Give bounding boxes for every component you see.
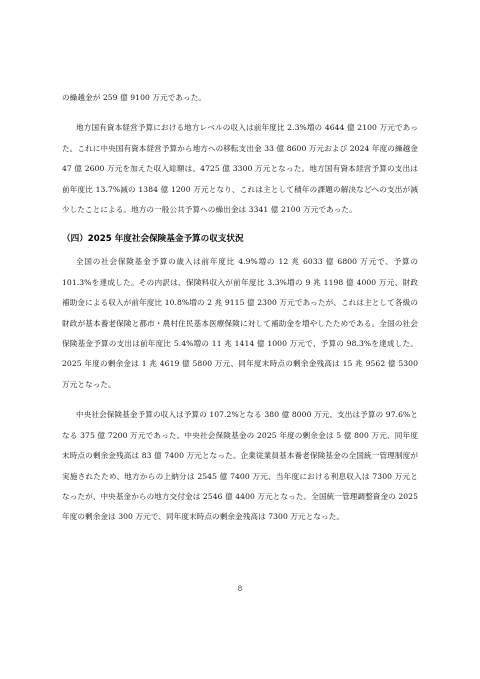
paragraph-national-social-insurance: 全国の社会保険基金予算の歳入は前年度比 4.9%増の 12 兆 6033 億 6800 万元で、予算の 101.3%を達成した。その内訳は、保険料収入が前年度比 3.3%増の 9 兆 1198 億 4000 万元、財政補助金による収入が前年度比 10.8%増の 2 兆 9115 億 2300 万元であったが、これは主として各級の財政が基本養老保険と都市・農村住民基本医療保険に対して補助金を増やしたためである。全国の社会保険基金予算の支出は前年度比 5.4%増の 11 兆 1414 億 1000 万元で、予算の 98.3%を達成した。2025 年度の剰余金は 1 兆 4619 億 5800 万元、同年度末時点の剰余金残高は 15 兆 9562 億 5300 万元となった。 <box>62 257 418 389</box>
page-content <box>62 88 418 538</box>
paragraph-central-social-insurance: 中央社会保険基金予算の収入は予算の 107.2%となる 380 億 8000 万元、支出は予算の 97.6%となる 375 億 7200 万元であった。中央社会保険基金の 2025 年度の剰余金は 5 億 800 万元、同年度末時点の剰余金残高は 83 億 7400 万元となった。企業従業員基本養老保険基金の全国統一管理制度が実施されたため、地方からの上納分は 2545 億 7400 万元、当年度における利息収入は 7300 万元となったが、中央基金からの地方交付金は 2546 億 4400 万元となった。全国統一管理調整資金の 2025 年度の剰余金は 300 万元で、同年度末時点の剰余金残高は 7300 万元となった。 <box>62 410 418 522</box>
paragraph-local-state-capital: 地方国有資本経営予算における地方レベルの収入は前年度比 2.3%増の 4644 億 2100 万元であった。これに中央国有資本経営予算から地方への移転支出金 33 億 8600 万元および 2024 年度の繰越金 47 億 2600 万元を加えた収入総額は、4725 億 3300 万元となった。地方国有資本経営予算の支出は前年度比 13.7%減の 1384 億 1200 万元となり、これは主として積年の課題の解決などへの支出が減少したことによる。地方の一般公共予算への繰出金は 3341 億 2100 万元であった。 <box>62 123 418 215</box>
section-heading: （四）2025 年度社会保険基金予算の収支状況 <box>62 234 244 245</box>
paragraph-carryover: の繰越金が 259 億 9100 万元であった。 <box>62 93 207 102</box>
page-number: 8 <box>237 585 243 593</box>
